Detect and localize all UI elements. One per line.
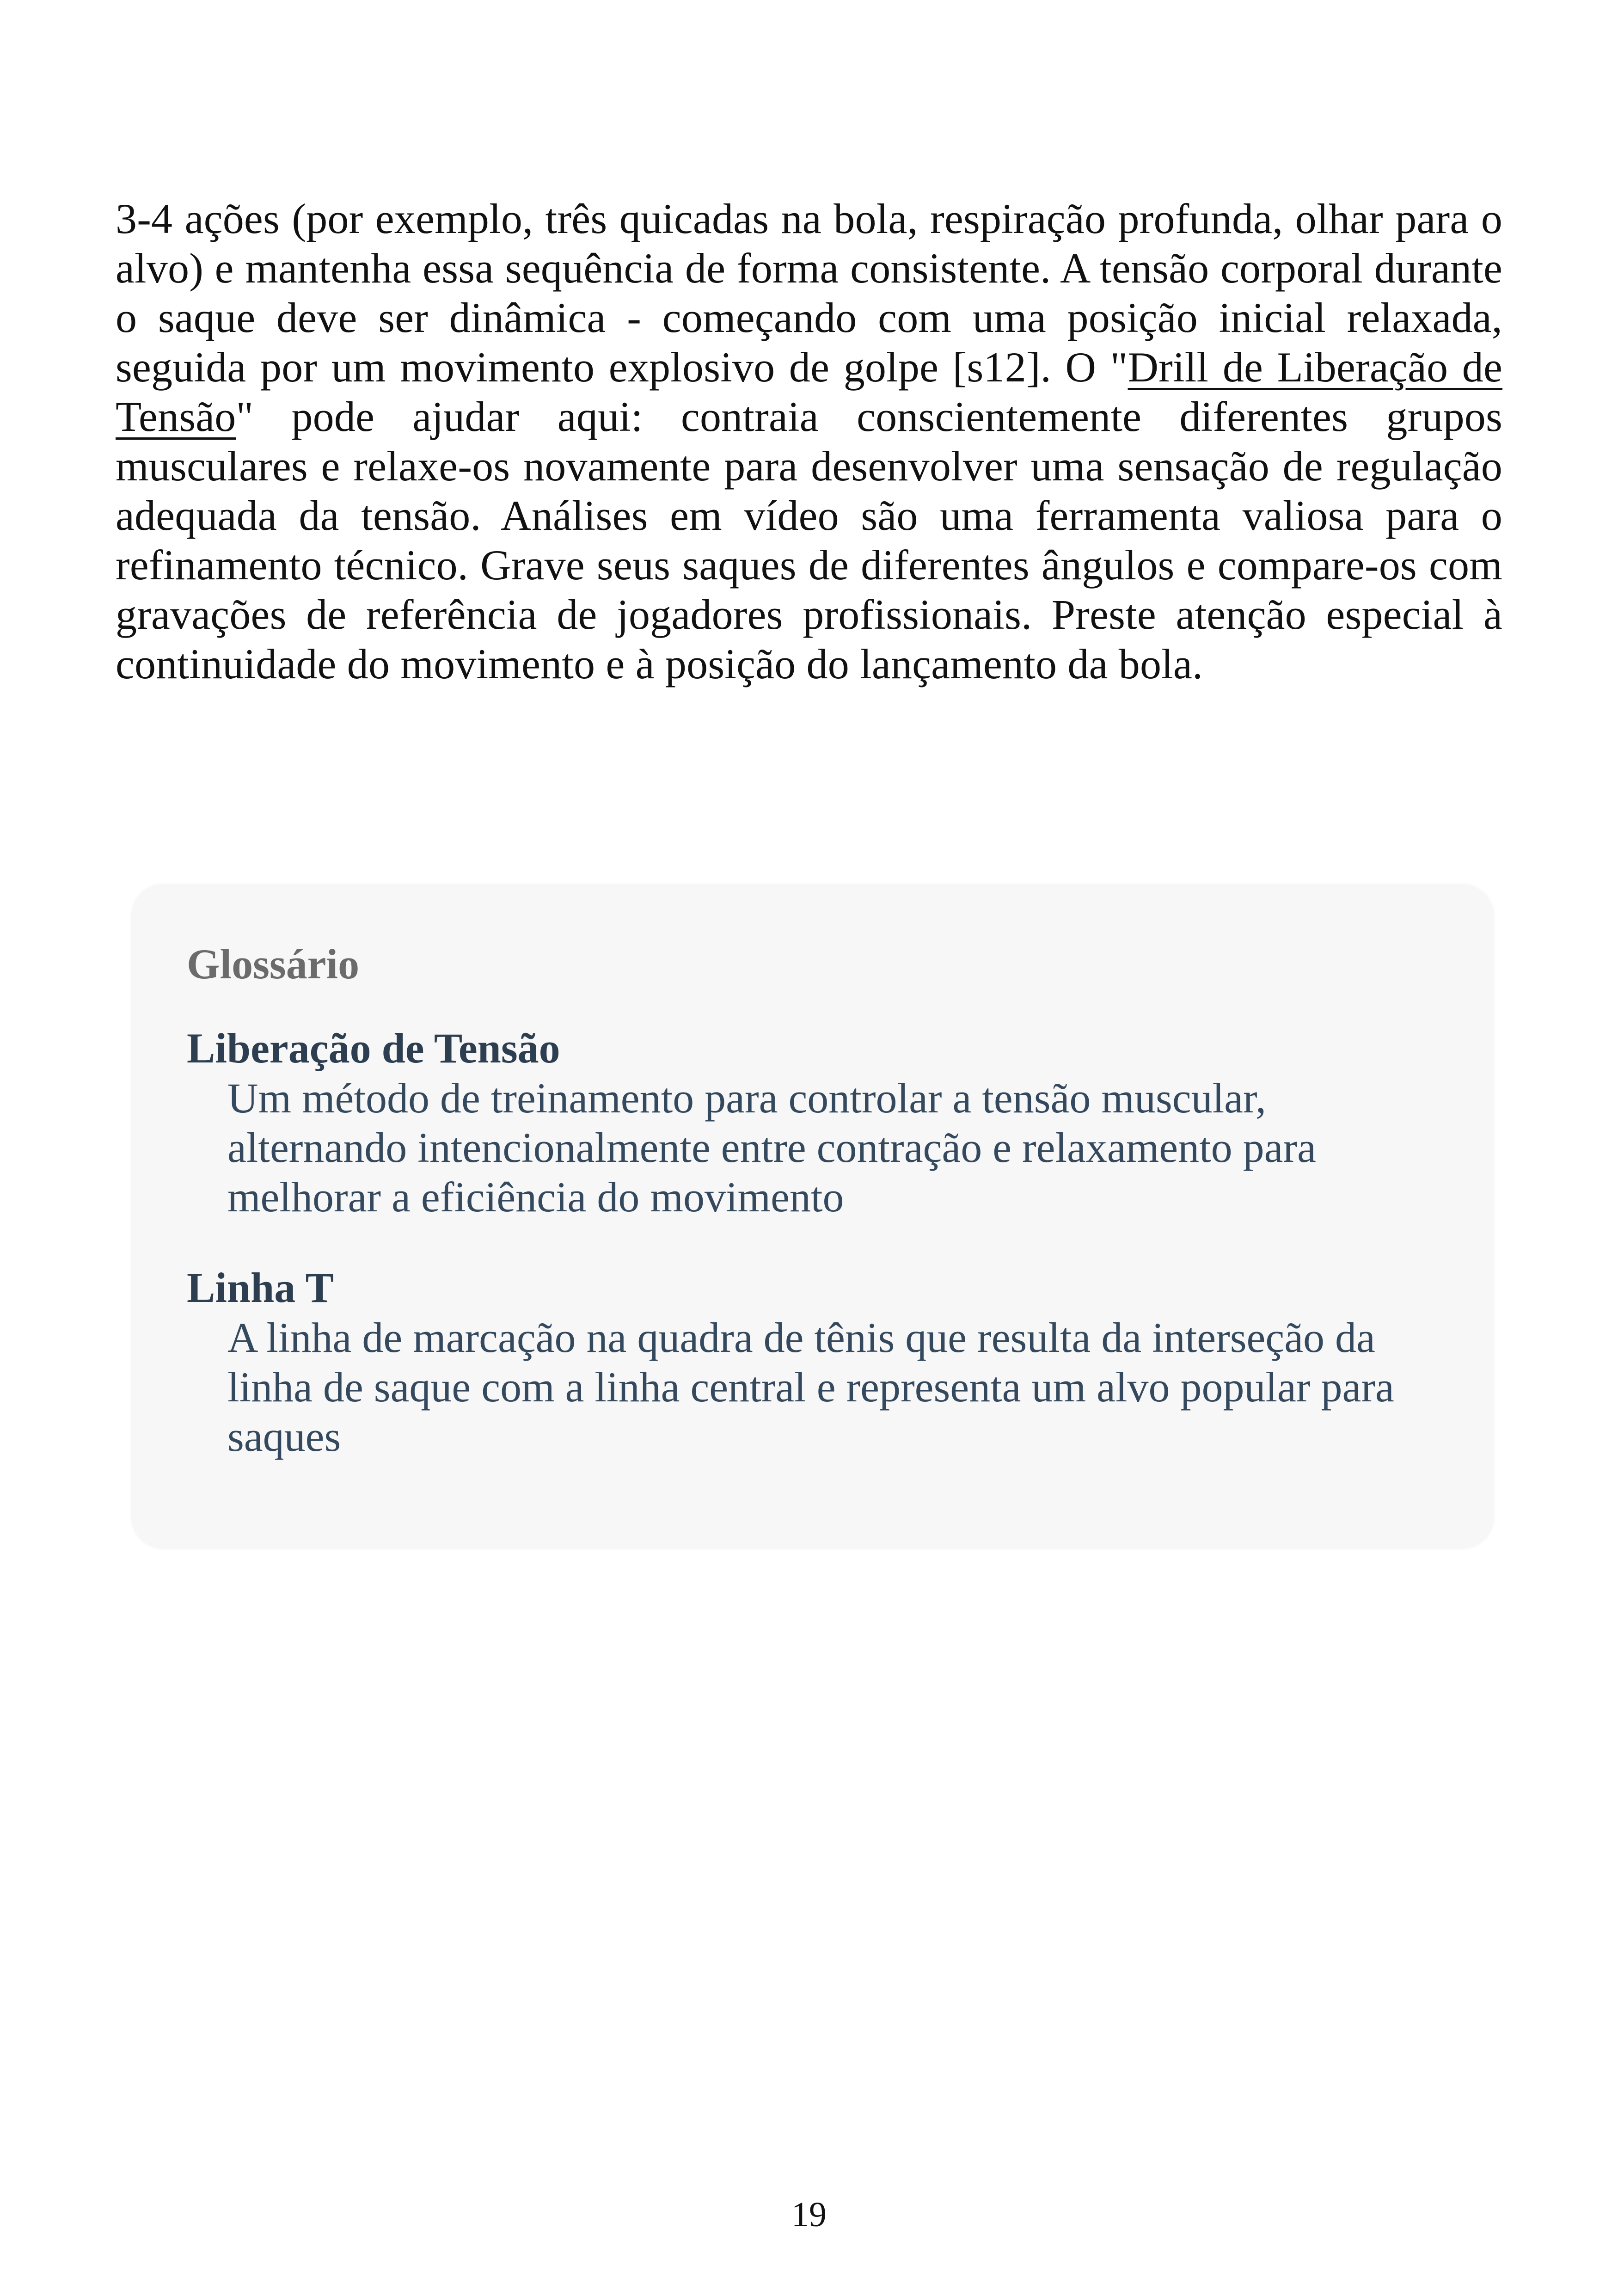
- glossary-title: Glossário: [187, 940, 360, 988]
- glossary-entry: [187, 1023, 1453, 1222]
- paragraph-text-start: 3-4 ações (por exemplo, três quicadas na bola, respiração profunda, olhar para o alvo) e mantenha essa sequência de forma consistente. A tensão corporal durante o saque deve ser dinâmica - começando com uma posição inicial relaxada, seguida por um movimento explosivo de golpe [s12]. O ": [116, 195, 1502, 391]
- glossary-term: Linha T: [187, 1264, 334, 1311]
- page-number: 19: [791, 2195, 827, 2234]
- glossary-term: Liberação de Tensão: [187, 1025, 560, 1072]
- paragraph-text-end: " pode ajudar aqui: contraia conscientemente diferentes grupos musculares e relaxe-os novamente para desenvolver uma sensação de regulação adequada da tensão. Análises em vídeo são uma ferramenta valiosa para o refinamento técnico. Grave seus saques de diferentes ângulos e compare-os com gravações de referência de jogadores profissionais. Preste atenção especial à continuidade do movimento e à posição do lançamento da bola.: [116, 393, 1502, 688]
- drill-link[interactable]: Drill de Liberação de Tensão: [116, 344, 1502, 440]
- glossary-box: [131, 884, 1494, 1549]
- glossary-definition: A linha de marcação na quadra de tênis que resulta da interseção da linha de saque com a linha central e representa um alvo popular para saques: [227, 1314, 1394, 1460]
- body-paragraph: [116, 194, 1502, 689]
- glossary-definition: Um método de treinamento para controlar a tensão muscular, alternando intencionalmente entre contração e relaxamento para melhorar a eficiência do movimento: [227, 1074, 1316, 1221]
- glossary-entry: [187, 1262, 1453, 1461]
